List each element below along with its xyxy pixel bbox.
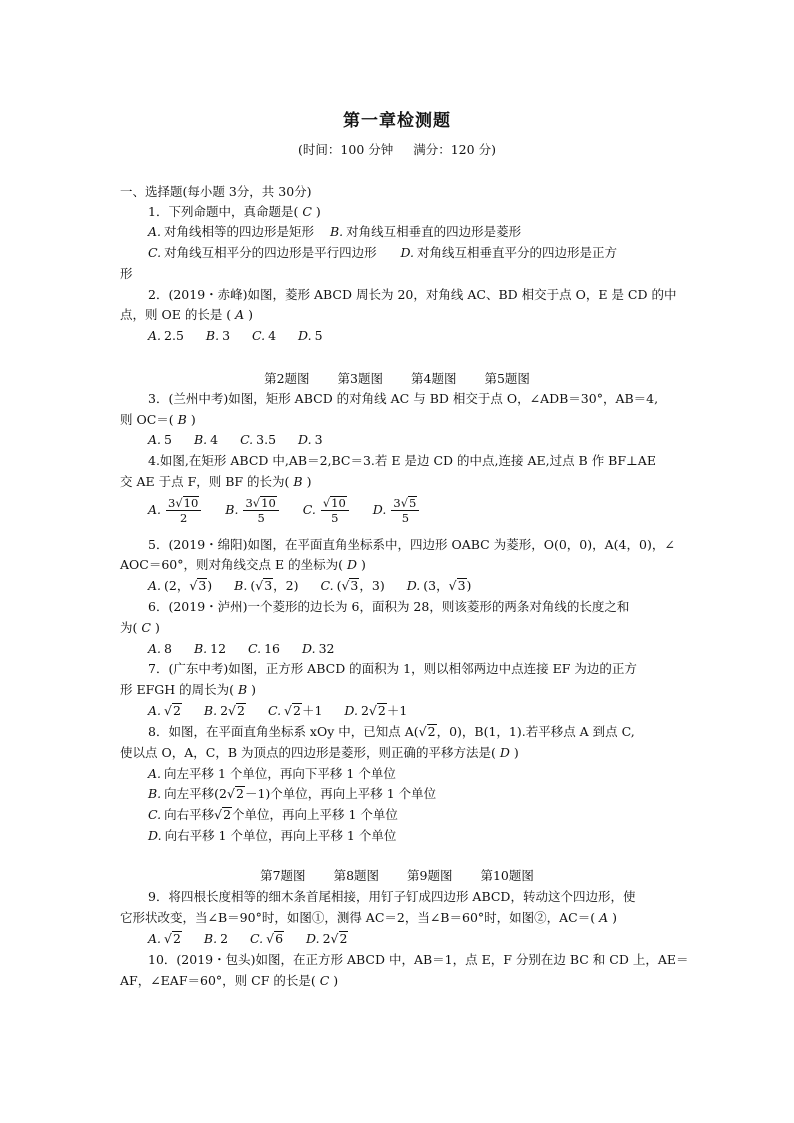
question-8-option-c: C. 向右平移√2个单位，再向上平移 1 个单位 [148,807,398,822]
question-8-option-b: B. 向左平移(2√2－1)个单位，再向上平移 1 个单位 [148,786,437,801]
question-5-options: A. (2，√3) B. (√3，2) C. (√3，3) D. (3，√3) [148,578,472,593]
answer: D [346,557,357,572]
answer: D [499,745,510,760]
question-7-stem-cont: 形 EFGH 的周长为( B ) [120,682,257,697]
answer: C [302,204,312,219]
answer: B [293,474,303,489]
question-3-options: A. 5 B. 4 C. 3.5 D. 3 [148,432,323,447]
question-5-stem: 5．(2019・绵阳)如图，在平面直角坐标系中，四边形 OABC 为菱形，O(0，0)，A(4，0)，∠ [148,537,675,552]
question-8-option-a: A. 向左平移 1 个单位，再向下平移 1 个单位 [148,766,396,781]
question-4-options: A. $\frac{3√10}{2}$ B. $\frac{3√10}{5}$ C. $\frac{√10}{5}$ D. $\frac{3√5}{5}$ [148,495,439,525]
figure-captions-1: 第2题图 第3题图 第4题图 第5题图 [264,371,530,386]
fraction: $\frac{√10}{5}$ [321,496,349,525]
fraction: $\frac{3√10}{5}$ [243,496,278,525]
question-8-stem-cont: 使以点 O，A，C，B 为顶点的四边形是菱形，则正确的平移方法是( D ) [120,745,519,760]
question-1-stem: 1．下列命题中，真命题是( C ) [148,204,321,219]
question-1-options-wrap: 形 [120,266,133,281]
question-6-options: A. 8 B. 12 C. 16 D. 32 [148,641,335,656]
fraction: $\frac{3√5}{5}$ [391,496,419,525]
answer: A [235,307,245,322]
question-3-stem: 3．(兰州中考)如图，矩形 ABCD 的对角线 AC 与 BD 相交于点 O，∠ADB＝30°，AB＝4, [148,391,659,406]
question-2-options: A. 2.5 B. 3 C. 4 D. 5 [148,328,323,343]
section-heading: 一、选择题(每小题 3分，共 30分) [120,184,312,199]
page-title: 第一章检测题 [343,111,451,131]
question-7-stem: 7．(广东中考)如图，正方形 ABCD 的面积为 1，则以相邻两边中点连接 EF 为边的正方 [148,661,637,676]
question-4-stem-cont: 交 AE 于点 F，则 BF 的长为( B ) [120,474,312,489]
question-2-stem-cont: 点，则 OE 的长是 ( A ) [120,307,254,322]
fraction: $\frac{3√10}{2}$ [166,496,201,525]
question-4-stem: 4.如图,在矩形 ABCD 中,AB＝2,BC＝3.若 E 是边 CD 的中点,连接 AE,过点 B 作 BF⊥AE [148,453,656,468]
answer: A [599,910,609,925]
question-6-stem-cont: 为( C ) [120,620,160,635]
question-1-options-row2: C. 对角线互相平分的四边形是平行四边形 D. 对角线互相垂直平分的四边形是正方 [148,245,618,260]
question-3-stem-cont: 则 OC＝( B ) [120,412,196,427]
answer: B [238,682,248,697]
question-5-stem-cont: AOC＝60°，则对角线交点 E 的坐标为( D ) [120,557,366,572]
question-1-options-row1: A. 对角线相等的四边形是矩形 B. 对角线互相垂直的四边形是菱形 [148,224,522,239]
figure-captions-2: 第7题图 第8题图 第9题图 第10题图 [260,868,534,883]
question-8-stem: 8．如图，在平面直角坐标系 xOy 中，已知点 A(√2，0)，B(1，1).若平移点 A 到点 C, [148,724,635,739]
question-10-stem: 10．(2019・包头)如图，在正方形 ABCD 中，AB＝1，点 E，F 分别在边 BC 和 CD 上，AE＝ [148,952,689,967]
exam-info [0,140,794,158]
answer: C [141,620,151,635]
question-7-options: A. √2 B. 2√2 C. √2＋1 D. 2√2＋1 [148,703,408,718]
question-9-stem-cont: 它形状改变，当∠B＝90°时，如图①，测得 AC＝2，当∠B＝60°时，如图②，AC＝( A ) [120,910,618,925]
question-6-stem: 6．(2019・泸州)一个菱形的边长为 6，面积为 28，则该菱形的两条对角线的长度之和 [148,599,630,614]
answer: C [319,973,330,988]
time-limit: (时间：100 分钟 [298,142,394,157]
question-2-stem: 2．(2019・赤峰)如图，菱形 ABCD 周长为 20，对角线 AC、BD 相交于点 O，E 是 CD 的中 [148,287,677,302]
answer: B [177,412,187,427]
question-9-options: A. √2 B. 2 C. √6 D. 2√2 [148,931,348,946]
question-10-stem-cont: AF，∠EAF＝60°，则 CF 的长是( C ) [120,973,339,988]
question-8-option-d: D. 向右平移 1 个单位，再向上平移 1 个单位 [148,828,397,843]
full-score: 满分：120 分) [413,142,496,157]
question-9-stem: 9．将四根长度相等的细木条首尾相接，用钉子钉成四边形 ABCD，转动这个四边形，使 [148,889,636,904]
